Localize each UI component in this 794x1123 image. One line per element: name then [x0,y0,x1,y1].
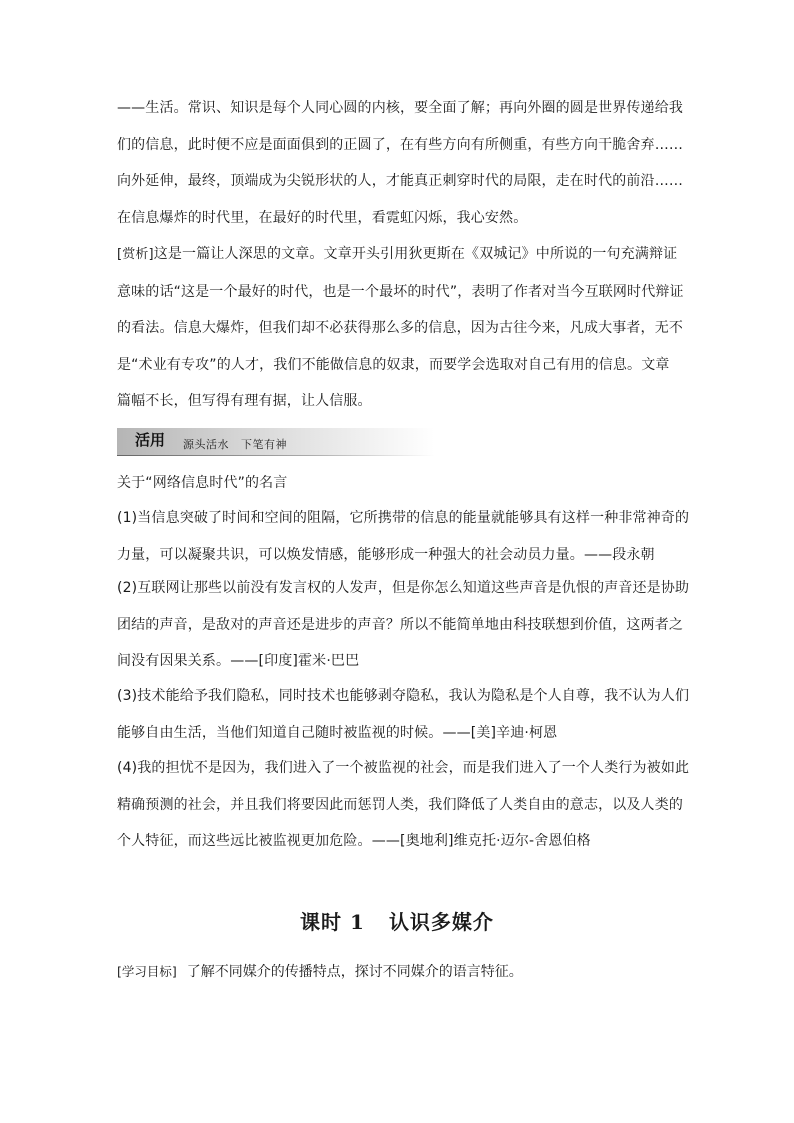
text-line: 是“术业有专攻”的人才，我们不能做信息的奴隶，而要学会选取对自己有用的信息。文章 [117,356,670,373]
banner-subtitle: 源头活水 下笔有神 [183,438,287,451]
banner-title: 活用 [135,431,166,449]
quotes-intro [117,465,689,502]
quote-item [117,500,689,573]
text-line: 的看法。信息大爆炸，但我们却不必获得那么多的信息，因为古往今来，凡成大事者，无不 [117,320,683,336]
quote-item [117,570,689,680]
text-line: 个人特征，而这些远比被监视更加危险。——[奥地利]维克托·迈尔-舍恩伯格 [117,833,591,849]
quote-item [117,750,689,860]
text-line: (4)我的担忧不是因为，我们进入了一个被监视的社会，而是我们进入了一个人类行为被如此 [117,760,690,776]
text-line [117,236,689,274]
text-line: 团结的声音，是敌对的声音还是进步的声音？所以不能简单地由科技联想到价值，这两者之 [117,616,683,633]
text-line: (2)互联网让那些以前没有发言权的人发声，但是你怎么知道这些声音是仇恨的声音还是协助 [117,580,690,596]
text-line: 向外延伸，最终，顶端成为尖锐形状的人，才能真正刺穿时代的局限，走在时代的前沿…… [117,173,683,189]
appreciation-tag: [赏析] [117,247,154,262]
learning-goal-text: 了解不同媒介的传播特点，探讨不同媒介的语言特征。 [186,964,523,980]
text-line: 们的信息，此时便不应是面面俱到的正圆了，在有些方向有所侧重，有些方向干脆舍弃…… [117,136,683,153]
essay-closing-paragraph [117,90,689,236]
text-line: 在信息爆炸的时代里，在最好的时代里，看霓虹闪烁，我心安然。 [117,209,528,226]
banner-underline [117,455,435,456]
text-line: 精确预测的社会，并且我们将要因此而惩罚人类，我们降低了人类自由的意志，以及人类的 [117,796,683,813]
learning-goal-label: [学习目标] [117,964,177,979]
lesson-number: 课时 1 [300,910,365,934]
text-line: 意味的话“这是一个最好的时代，也是一个最坏的时代”，表明了作者对当今互联网时代辩证 [117,283,684,300]
appreciation-paragraph [117,236,689,420]
quotes-intro-text: 关于“网络信息时代”的名言 [117,475,288,491]
section-banner [117,428,435,456]
lesson-heading [0,906,794,935]
appreciation-first-line: 这是一篇让人深思的文章。文章开头引用狄更斯在《双城记》中所说的一句充满辩证 [153,246,678,262]
text-line: 能够自由生活，当他们知道自己随时被监视的时候。——[美]辛迪·柯恩 [117,724,558,741]
text-line: (3)技术能给予我们隐私，同时技术也能够剥夺隐私，我认为隐私是个人自尊，我不认为人们 [117,688,690,704]
quote-item [117,678,689,751]
text-line: 间没有因果关系。——[印度]霍米·巴巴 [117,653,360,669]
text-line: ——生活。常识、知识是每个人同心圆的内核，要全面了解；再向外圈的圆是世界传递给我 [117,100,683,116]
text-line: (1)当信息突破了时间和空间的阻隔，它所携带的信息的能量就能够具有这样一种非常神奇的 [117,510,690,526]
learning-goal [117,960,523,984]
lesson-title: 认识多媒介 [388,910,494,934]
text-line: 力量，可以凝聚共识，可以焕发情感，能够形成一种强大的社会动员力量。——段永朝 [117,546,655,563]
text-line: 篇幅不长，但写得有理有据，让人信服。 [117,393,372,409]
